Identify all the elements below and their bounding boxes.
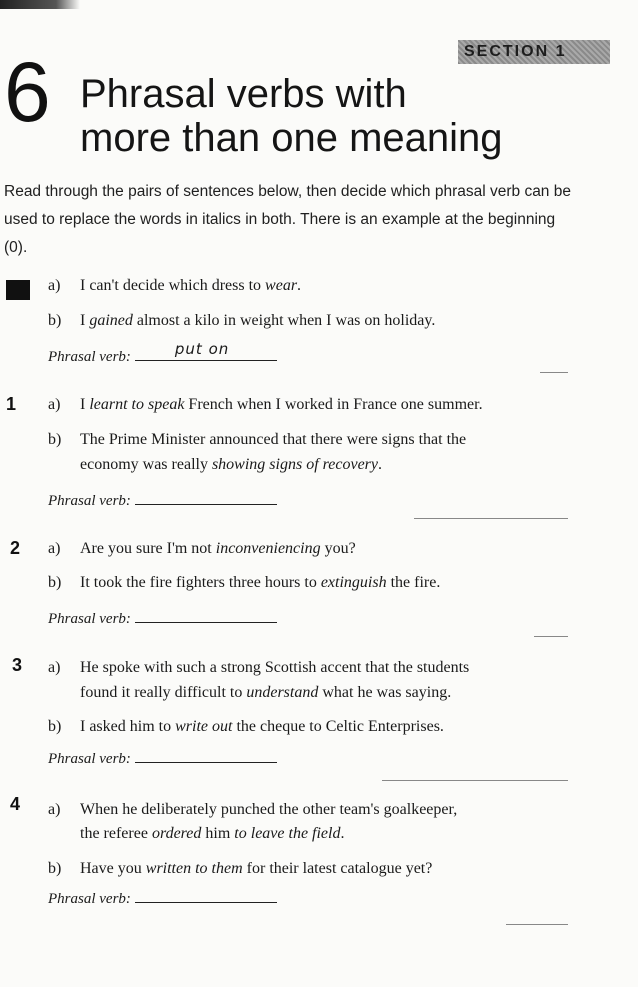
unit-number: 6 — [4, 45, 51, 139]
answer-blank-4[interactable] — [135, 888, 277, 903]
item-4-phrasal-verb: Phrasal verb: — [48, 888, 277, 908]
divider — [534, 636, 568, 637]
top-edge-rule — [0, 0, 80, 9]
item-label: b) — [48, 312, 62, 329]
item-0-phrasal-verb: Phrasal verb: put on — [48, 346, 277, 366]
item-0-sentence-a: a) I can't decide which dress to wear. — [48, 275, 578, 297]
instructions: Read through the pairs of sentences below, then decide which phrasal verb can be used to replace the words in italics in both. There is an example at the beginning (0). — [4, 183, 571, 256]
item-3-sentence-a: a) He spoke with such a strong Scottish accent that the students — [48, 659, 470, 676]
unit-title — [80, 72, 503, 160]
item-marker-1: 1 — [6, 394, 17, 414]
divider — [414, 518, 568, 519]
item-1-phrasal-verb: Phrasal verb: — [48, 490, 277, 510]
item-1-sentence-a: a) I learnt to speak French when I worked in France one summer. — [48, 396, 483, 413]
item-3-sentence-b: b) I asked him to write out the cheque to Celtic Enterprises. — [48, 718, 444, 735]
item-marker-2: 2 — [10, 538, 21, 558]
item-marker-4: 4 — [10, 794, 21, 814]
item-0-sentence-b: b) I gained almost a kilo in weight when I was on holiday. — [48, 310, 578, 332]
item-1-sentence-b: b) The Prime Minister announced that there were signs that the — [48, 431, 467, 448]
item-4-sentence-a-cont: the referee ordered him to leave the field. — [80, 825, 345, 842]
answer-blank-2[interactable] — [135, 608, 277, 623]
item-2-phrasal-verb: Phrasal verb: — [48, 608, 277, 628]
unit-title-line2: more than one meaning — [80, 116, 503, 160]
item-marker-3: 3 — [12, 655, 23, 675]
item-4-sentence-b: b) Have you written to them for their latest catalogue yet? — [48, 860, 433, 877]
divider — [506, 924, 568, 925]
item-3-sentence-a-cont: found it really difficult to understand what he was saying. — [80, 684, 452, 701]
item-1-sentence-b-cont: economy was really showing signs of recovery. — [80, 456, 383, 473]
item-2-sentence-a: a) Are you sure I'm not inconveniencing you? — [48, 540, 356, 557]
section-tag: SECTION 1 — [458, 40, 610, 64]
handwritten-answer: put on — [174, 340, 230, 358]
answer-blank-0[interactable] — [135, 340, 277, 361]
item-4-sentence-a: a) When he deliberately punched the other team's goalkeeper, — [48, 801, 458, 818]
item-marker-0 — [6, 280, 30, 300]
divider — [540, 372, 568, 373]
item-2-sentence-b: b) It took the fire fighters three hours to extinguish the fire. — [48, 574, 441, 591]
divider — [382, 780, 568, 781]
item-3-phrasal-verb: Phrasal verb: — [48, 748, 277, 768]
answer-blank-1[interactable] — [135, 490, 277, 505]
answer-blank-3[interactable] — [135, 748, 277, 763]
unit-title-line1: Phrasal verbs with — [80, 72, 407, 116]
item-label: a) — [48, 277, 61, 294]
